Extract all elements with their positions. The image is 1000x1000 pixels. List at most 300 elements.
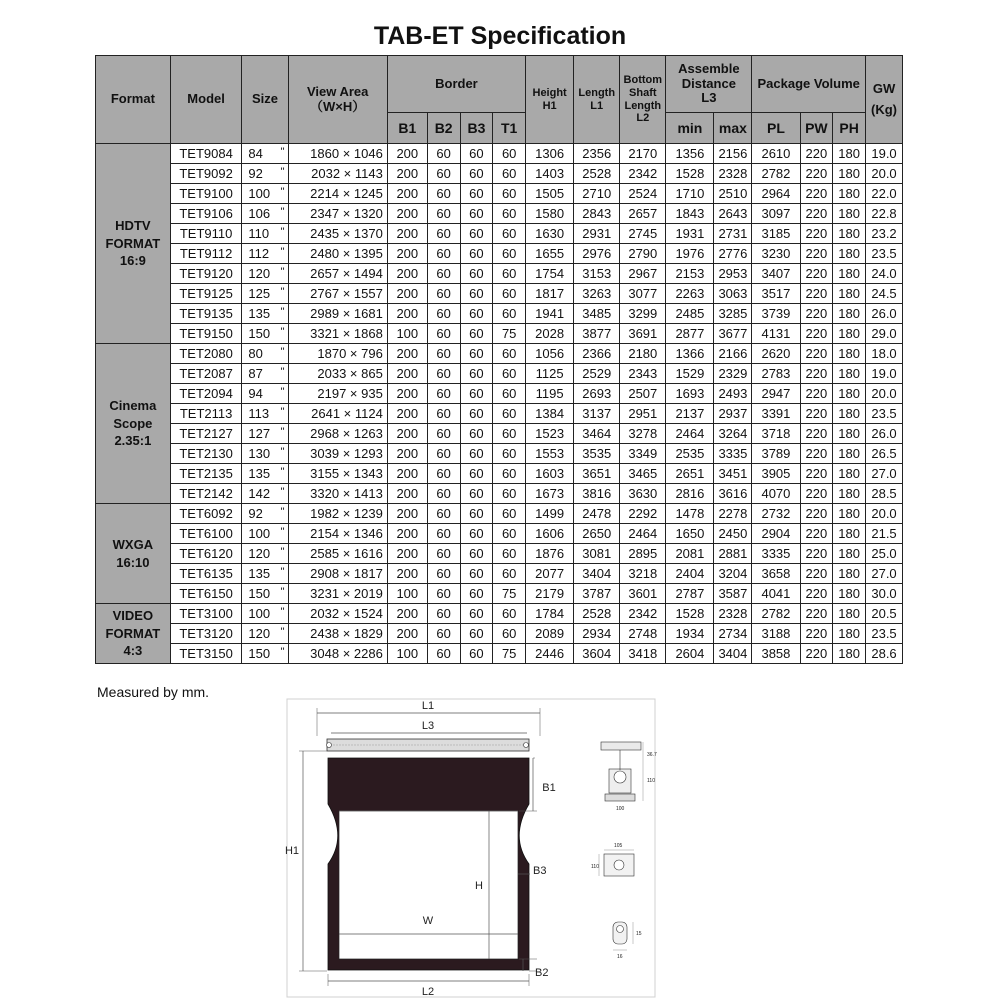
header-t1: T1: [493, 113, 526, 144]
cell-ph: 180: [833, 304, 866, 324]
inch-mark: ": [280, 246, 285, 258]
table-row: [96, 464, 903, 484]
table-row: [96, 324, 903, 344]
cell-pw: 220: [800, 404, 833, 424]
cell-min: 2535: [666, 444, 714, 464]
cell-l2: 2967: [620, 264, 666, 284]
cell-pl: 3517: [752, 284, 800, 304]
size-value: 150: [248, 586, 271, 601]
table-row: [96, 604, 903, 624]
cell-size: [242, 364, 288, 384]
cell-pw: 220: [800, 564, 833, 584]
cell-model: TET2094: [170, 384, 242, 404]
cell-l2: 2790: [620, 244, 666, 264]
cell-gw: 20.5: [866, 604, 903, 624]
cell-b3: 60: [460, 164, 493, 184]
cell-model: TET2135: [170, 464, 242, 484]
cell-l1: 2528: [574, 164, 620, 184]
cell-pl: 4131: [752, 324, 800, 344]
cell-b3: 60: [460, 204, 493, 224]
cell-ph: 180: [833, 624, 866, 644]
cell-view: 1860 × 1046: [288, 144, 387, 164]
cell-l2: 3077: [620, 284, 666, 304]
cell-view: 2968 × 1263: [288, 424, 387, 444]
cell-h1: 2028: [526, 324, 574, 344]
cell-pl: 4070: [752, 484, 800, 504]
table-row: [96, 444, 903, 464]
cell-min: 1529: [666, 364, 714, 384]
cell-size: [242, 144, 288, 164]
cell-l1: 3263: [574, 284, 620, 304]
table-row: [96, 544, 903, 564]
cell-min: 2485: [666, 304, 714, 324]
size-value: 135: [248, 306, 271, 321]
cell-pw: 220: [800, 644, 833, 664]
cell-l1: 2710: [574, 184, 620, 204]
cell-h1: 1655: [526, 244, 574, 264]
cell-ph: 180: [833, 244, 866, 264]
cell-view: 2657 × 1494: [288, 264, 387, 284]
cell-view: 3039 × 1293: [288, 444, 387, 464]
header-view-area: [288, 56, 387, 144]
cell-gw: 20.0: [866, 504, 903, 524]
header-min: min: [666, 113, 714, 144]
cell-l2: 3349: [620, 444, 666, 464]
cell-view: 2032 × 1524: [288, 604, 387, 624]
cell-pw: 220: [800, 204, 833, 224]
cell-size: [242, 644, 288, 664]
header-package: Package Volume: [752, 56, 866, 113]
cell-b1: 200: [387, 344, 427, 364]
cell-b2: 60: [427, 604, 460, 624]
cell-h1: 1580: [526, 204, 574, 224]
cell-h1: 2446: [526, 644, 574, 664]
cell-pl: 3739: [752, 304, 800, 324]
cell-h1: 1876: [526, 544, 574, 564]
cell-pw: 220: [800, 484, 833, 504]
bracket-detail-middle: [599, 850, 634, 876]
header-bottom-shaft-label: Bottom Shaft Length: [623, 74, 663, 112]
cell-gw: 20.0: [866, 164, 903, 184]
header-view-area-sub: （W×H）: [310, 98, 366, 114]
cell-h1: 2077: [526, 564, 574, 584]
cell-t1: 60: [493, 604, 526, 624]
table-row: [96, 144, 903, 164]
cell-pl: 2782: [752, 604, 800, 624]
cell-min: 2464: [666, 424, 714, 444]
cell-b2: 60: [427, 384, 460, 404]
cell-min: 2081: [666, 544, 714, 564]
cell-min: 1650: [666, 524, 714, 544]
size-value: 100: [248, 186, 271, 201]
cell-pw: 220: [800, 444, 833, 464]
cell-h1: 1195: [526, 384, 574, 404]
cell-min: 1976: [666, 244, 714, 264]
cell-t1: 60: [493, 364, 526, 384]
cell-max: 3587: [714, 584, 752, 604]
table-header: [96, 56, 903, 144]
cell-b3: 60: [460, 224, 493, 244]
cell-b3: 60: [460, 184, 493, 204]
size-value: 120: [248, 626, 271, 641]
detail-number-4: 105: [614, 843, 623, 849]
cell-b3: 60: [460, 424, 493, 444]
header-height-sub: H1: [542, 99, 557, 112]
cell-l1: 2356: [574, 144, 620, 164]
label-b1: B1: [542, 782, 556, 794]
cell-h1: 2089: [526, 624, 574, 644]
size-value: 135: [248, 466, 271, 481]
inch-mark: ": [280, 586, 285, 598]
inch-mark: ": [280, 566, 285, 578]
cell-h1: 1306: [526, 144, 574, 164]
cell-b3: 60: [460, 504, 493, 524]
cell-l2: 2524: [620, 184, 666, 204]
cell-t1: 60: [493, 504, 526, 524]
cell-b2: 60: [427, 624, 460, 644]
cell-h1: 1784: [526, 604, 574, 624]
cell-l2: 2951: [620, 404, 666, 424]
cell-model: TET6150: [170, 584, 242, 604]
cell-b3: 60: [460, 644, 493, 664]
table-row: [96, 504, 903, 524]
cell-l1: 2366: [574, 344, 620, 364]
measurement-note: Measured by mm.: [97, 684, 210, 700]
inch-mark: ": [280, 466, 285, 478]
cell-model: TET3100: [170, 604, 242, 624]
header-border: Border: [387, 56, 525, 113]
cell-gw: 18.0: [866, 344, 903, 364]
cell-pw: 220: [800, 524, 833, 544]
cell-model: TET2080: [170, 344, 242, 364]
cell-gw: 21.5: [866, 524, 903, 544]
cell-b1: 200: [387, 504, 427, 524]
cell-pw: 220: [800, 344, 833, 364]
cell-l2: 2464: [620, 524, 666, 544]
cell-h1: 1523: [526, 424, 574, 444]
cell-pl: 3789: [752, 444, 800, 464]
cell-min: 1843: [666, 204, 714, 224]
inch-mark: ": [280, 366, 285, 378]
cell-b1: 200: [387, 304, 427, 324]
cell-b2: 60: [427, 284, 460, 304]
cell-min: 1710: [666, 184, 714, 204]
cell-h1: 1125: [526, 364, 574, 384]
cell-model: TET9084: [170, 144, 242, 164]
cell-pw: 220: [800, 584, 833, 604]
cell-b1: 200: [387, 184, 427, 204]
cell-b2: 60: [427, 224, 460, 244]
size-value: 130: [248, 446, 271, 461]
cell-b2: 60: [427, 264, 460, 284]
cell-ph: 180: [833, 264, 866, 284]
cell-b2: 60: [427, 444, 460, 464]
cell-size: [242, 524, 288, 544]
table-row: [96, 384, 903, 404]
size-value: 100: [248, 606, 271, 621]
cell-min: 1356: [666, 144, 714, 164]
cell-max: 2329: [714, 364, 752, 384]
table-row: [96, 244, 903, 264]
cell-l1: 3485: [574, 304, 620, 324]
size-value: 92: [248, 166, 263, 181]
header-assemble: [666, 56, 752, 113]
size-value: 92: [248, 506, 263, 521]
cell-size: [242, 204, 288, 224]
cell-size: [242, 324, 288, 344]
detail-number-2: 110: [647, 778, 655, 784]
cell-b3: 60: [460, 324, 493, 344]
cell-b1: 200: [387, 544, 427, 564]
size-value: 125: [248, 286, 271, 301]
cell-b2: 60: [427, 244, 460, 264]
cell-pl: 3335: [752, 544, 800, 564]
cell-pl: 2964: [752, 184, 800, 204]
cell-t1: 60: [493, 304, 526, 324]
detail-number-3: 100: [616, 806, 625, 812]
header-pl: PL: [752, 113, 800, 144]
cell-b1: 200: [387, 204, 427, 224]
header-bottom-shaft: [620, 56, 666, 144]
cell-ph: 180: [833, 324, 866, 344]
cell-b3: 60: [460, 404, 493, 424]
cell-t1: 60: [493, 624, 526, 644]
label-h1: H1: [284, 845, 300, 857]
cell-ph: 180: [833, 424, 866, 444]
cell-b1: 200: [387, 164, 427, 184]
cell-model: TET6135: [170, 564, 242, 584]
cell-model: TET2130: [170, 444, 242, 464]
cell-l1: 2693: [574, 384, 620, 404]
inch-mark: ": [280, 606, 285, 618]
cell-l2: 2745: [620, 224, 666, 244]
header-assemble-label: Assemble Distance: [678, 60, 740, 91]
cell-view: 1870 × 796: [288, 344, 387, 364]
cell-l2: 3601: [620, 584, 666, 604]
cell-pl: 2783: [752, 364, 800, 384]
cell-b1: 200: [387, 624, 427, 644]
cell-ph: 180: [833, 504, 866, 524]
size-value: 120: [248, 266, 271, 281]
label-b3: B3: [533, 865, 547, 877]
cell-view: 2641 × 1124: [288, 404, 387, 424]
cell-size: [242, 284, 288, 304]
cell-view: 2435 × 1370: [288, 224, 387, 244]
cell-t1: 60: [493, 544, 526, 564]
cell-b2: 60: [427, 544, 460, 564]
cell-b1: 200: [387, 464, 427, 484]
cell-h1: 1499: [526, 504, 574, 524]
size-value: 150: [248, 326, 271, 341]
cell-gw: 20.0: [866, 384, 903, 404]
cell-gw: 26.5: [866, 444, 903, 464]
cell-t1: 60: [493, 384, 526, 404]
cell-gw: 23.5: [866, 624, 903, 644]
cell-gw: 27.0: [866, 464, 903, 484]
table-row: [96, 164, 903, 184]
cell-pw: 220: [800, 364, 833, 384]
cell-view: 3321 × 1868: [288, 324, 387, 344]
cell-gw: 28.5: [866, 484, 903, 504]
cell-ph: 180: [833, 284, 866, 304]
cell-min: 2877: [666, 324, 714, 344]
label-h: H: [475, 880, 483, 892]
cell-l1: 3535: [574, 444, 620, 464]
table-row: [96, 224, 903, 244]
cell-max: 2450: [714, 524, 752, 544]
table-row: [96, 184, 903, 204]
header-max: max: [714, 113, 752, 144]
cell-b1: 200: [387, 404, 427, 424]
cell-t1: 75: [493, 324, 526, 344]
inch-mark: ": [280, 346, 285, 358]
cell-max: 2278: [714, 504, 752, 524]
cell-view: 2033 × 865: [288, 364, 387, 384]
cell-model: TET9125: [170, 284, 242, 304]
cell-l1: 2650: [574, 524, 620, 544]
cell-model: TET3150: [170, 644, 242, 664]
cell-size: [242, 444, 288, 464]
cell-model: TET2142: [170, 484, 242, 504]
cell-b2: 60: [427, 164, 460, 184]
cell-size: [242, 544, 288, 564]
cell-b3: 60: [460, 584, 493, 604]
cell-b2: 60: [427, 324, 460, 344]
cell-pw: 220: [800, 264, 833, 284]
screen-dimension-diagram: [283, 696, 659, 1000]
cell-pl: 2782: [752, 164, 800, 184]
format-group-label: Cinema Scope 2.35:1: [96, 344, 171, 504]
inch-mark: ": [280, 326, 285, 338]
size-value: 110: [248, 226, 270, 241]
cell-l2: 2342: [620, 164, 666, 184]
inch-mark: ": [280, 186, 285, 198]
cell-l2: 2170: [620, 144, 666, 164]
cell-ph: 180: [833, 164, 866, 184]
inch-mark: ": [280, 206, 285, 218]
cell-l1: 3787: [574, 584, 620, 604]
cell-l2: 3691: [620, 324, 666, 344]
cell-pw: 220: [800, 244, 833, 264]
cell-model: TET6100: [170, 524, 242, 544]
detail-number-6: 15: [636, 931, 642, 937]
cell-b1: 200: [387, 224, 427, 244]
cell-max: 2776: [714, 244, 752, 264]
cell-t1: 60: [493, 244, 526, 264]
cell-size: [242, 244, 288, 264]
cell-l2: 3299: [620, 304, 666, 324]
cell-b3: 60: [460, 144, 493, 164]
cell-b2: 60: [427, 504, 460, 524]
cell-pw: 220: [800, 304, 833, 324]
cell-b1: 200: [387, 364, 427, 384]
cell-max: 2156: [714, 144, 752, 164]
size-value: 112: [248, 246, 270, 261]
cell-max: 2328: [714, 164, 752, 184]
cell-t1: 60: [493, 204, 526, 224]
cell-l1: 3604: [574, 644, 620, 664]
cell-gw: 26.0: [866, 304, 903, 324]
cell-pl: 3097: [752, 204, 800, 224]
cell-model: TET3120: [170, 624, 242, 644]
cell-pl: 3185: [752, 224, 800, 244]
cell-l1: 3877: [574, 324, 620, 344]
cell-view: 2438 × 1829: [288, 624, 387, 644]
cell-gw: 19.0: [866, 144, 903, 164]
cell-b2: 60: [427, 204, 460, 224]
header-ph: PH: [833, 113, 866, 144]
cell-view: 3320 × 1413: [288, 484, 387, 504]
cell-h1: 1056: [526, 344, 574, 364]
label-l3: L3: [421, 720, 435, 732]
header-bottom-shaft-sub: L2: [636, 112, 650, 125]
cell-pl: 2947: [752, 384, 800, 404]
cell-gw: 22.0: [866, 184, 903, 204]
header-size: Size: [242, 56, 288, 144]
inch-mark: ": [280, 526, 285, 538]
cell-ph: 180: [833, 204, 866, 224]
cell-b3: 60: [460, 364, 493, 384]
cell-view: 2767 × 1557: [288, 284, 387, 304]
cell-b3: 60: [460, 624, 493, 644]
cell-t1: 60: [493, 164, 526, 184]
cell-pl: 4041: [752, 584, 800, 604]
cell-max: 2643: [714, 204, 752, 224]
cell-b1: 200: [387, 284, 427, 304]
cell-pl: 3658: [752, 564, 800, 584]
table-row: [96, 484, 903, 504]
cell-model: TET9135: [170, 304, 242, 324]
cell-h1: 1505: [526, 184, 574, 204]
cell-gw: 24.5: [866, 284, 903, 304]
cell-gw: 26.0: [866, 424, 903, 444]
cell-max: 2881: [714, 544, 752, 564]
cell-t1: 60: [493, 524, 526, 544]
cell-min: 1931: [666, 224, 714, 244]
table-row: [96, 264, 903, 284]
inch-mark: ": [280, 226, 285, 238]
size-value: 106: [248, 206, 271, 221]
cell-ph: 180: [833, 384, 866, 404]
size-value: 84: [248, 146, 263, 161]
cell-size: [242, 384, 288, 404]
cell-gw: 23.5: [866, 404, 903, 424]
cell-max: 2731: [714, 224, 752, 244]
cell-model: TET2087: [170, 364, 242, 384]
cell-ph: 180: [833, 344, 866, 364]
table-row: [96, 364, 903, 384]
cell-pl: 2904: [752, 524, 800, 544]
cell-pl: 2620: [752, 344, 800, 364]
cell-b3: 60: [460, 484, 493, 504]
cell-h1: 1817: [526, 284, 574, 304]
cell-t1: 60: [493, 344, 526, 364]
inch-mark: ": [280, 546, 285, 558]
cell-gw: 24.0: [866, 264, 903, 284]
cell-model: TET9112: [170, 244, 242, 264]
cell-ph: 180: [833, 444, 866, 464]
table-row: [96, 344, 903, 364]
cell-max: 2493: [714, 384, 752, 404]
header-b3: B3: [460, 113, 493, 144]
header-b1: B1: [387, 113, 427, 144]
cell-size: [242, 464, 288, 484]
cell-ph: 180: [833, 604, 866, 624]
size-value: 142: [248, 486, 271, 501]
table-row: [96, 304, 903, 324]
cell-ph: 180: [833, 644, 866, 664]
cell-ph: 180: [833, 404, 866, 424]
